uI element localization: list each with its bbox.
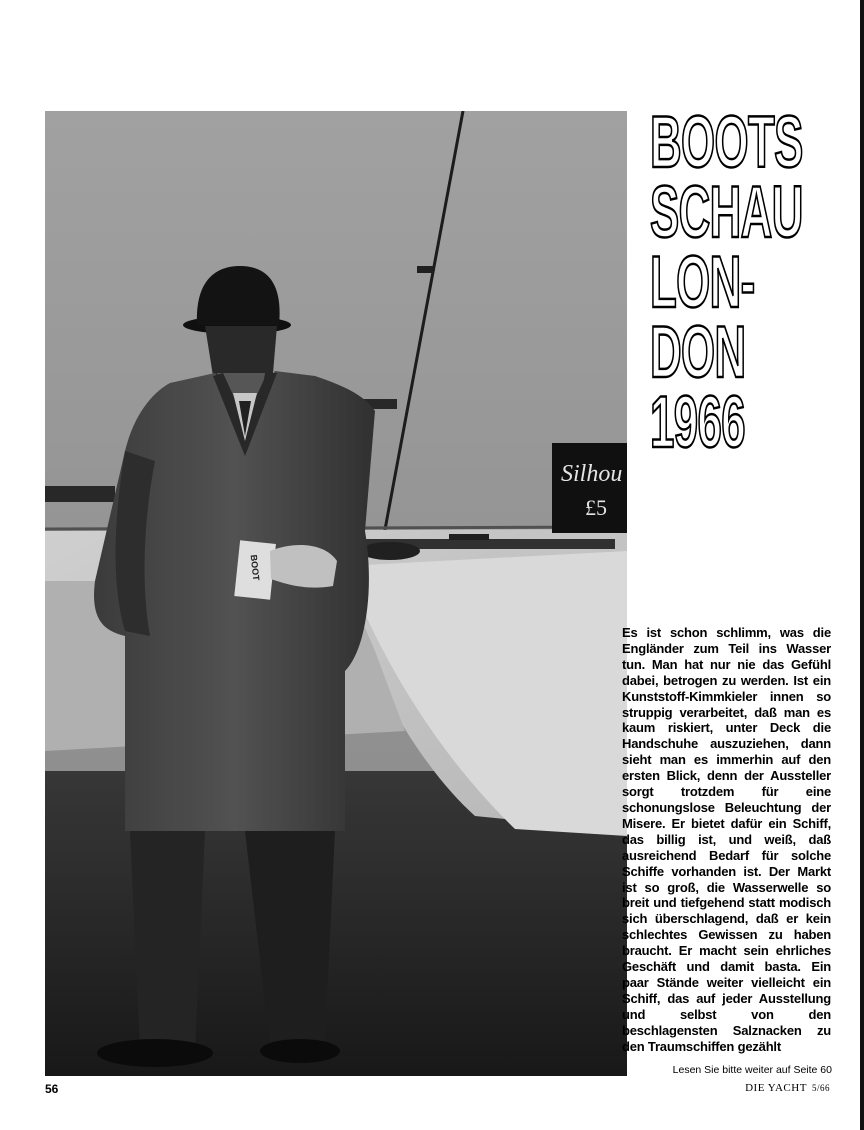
- magazine-name: DIE YACHT: [745, 1082, 807, 1094]
- page-number: 56: [45, 1082, 59, 1096]
- price-sign-line1: Silhou: [561, 461, 623, 487]
- article-body: Es ist schon schlimm, was die Engländer zum Teil ins Wasser tun. Man hat nur nie das Gefühl dabei, betrogen zu werden. Ist ein Kunststoff-Kimmkieler innen so struppig verarbeitet, daß man es kaum riskiert, unter Deck die Handschuhe auszuziehen, dann sieht man es immerhin auf den ersten Blick, denn der Aussteller sorgt trotzdem für eine schonungslose Beleuchtung der Misere. Er bietet dafür ein Schiff, das billig ist, und weiß, daß ausreichend Bedarf für solche Schiffe vorhanden ist. Der Markt ist so groß, die Wasserwelle so breit und tiefgehend statt modisch sich überschlagend, daß er kein schlechtes Gewissen zu haben braucht. Er macht sein ehrliches Geschäft und damit basta. Ein paar Stände weiter vielleicht ein Schiff, das auf jeder Ausstellung und selbst von den beschlagensten Salznacken zu den Traumschiffen gezählt: [622, 625, 831, 1054]
- title-line: DON: [650, 312, 746, 393]
- article-title: [650, 102, 803, 463]
- boat-show-photo: [45, 111, 627, 1076]
- title-line: SCHAU: [650, 172, 803, 253]
- page-edge: [860, 0, 864, 1130]
- title-line: LON-: [650, 242, 755, 323]
- price-sign-line2: £5: [585, 495, 607, 520]
- title-line: 1966: [650, 382, 746, 463]
- leaflet-text: BOOT: [248, 554, 262, 582]
- continue-note: Lesen Sie bitte weiter auf Seite 60: [672, 1064, 832, 1076]
- title-line: BOOTS: [650, 102, 803, 183]
- magazine-folio: [745, 1082, 830, 1094]
- issue-number: 5/66: [811, 1083, 830, 1093]
